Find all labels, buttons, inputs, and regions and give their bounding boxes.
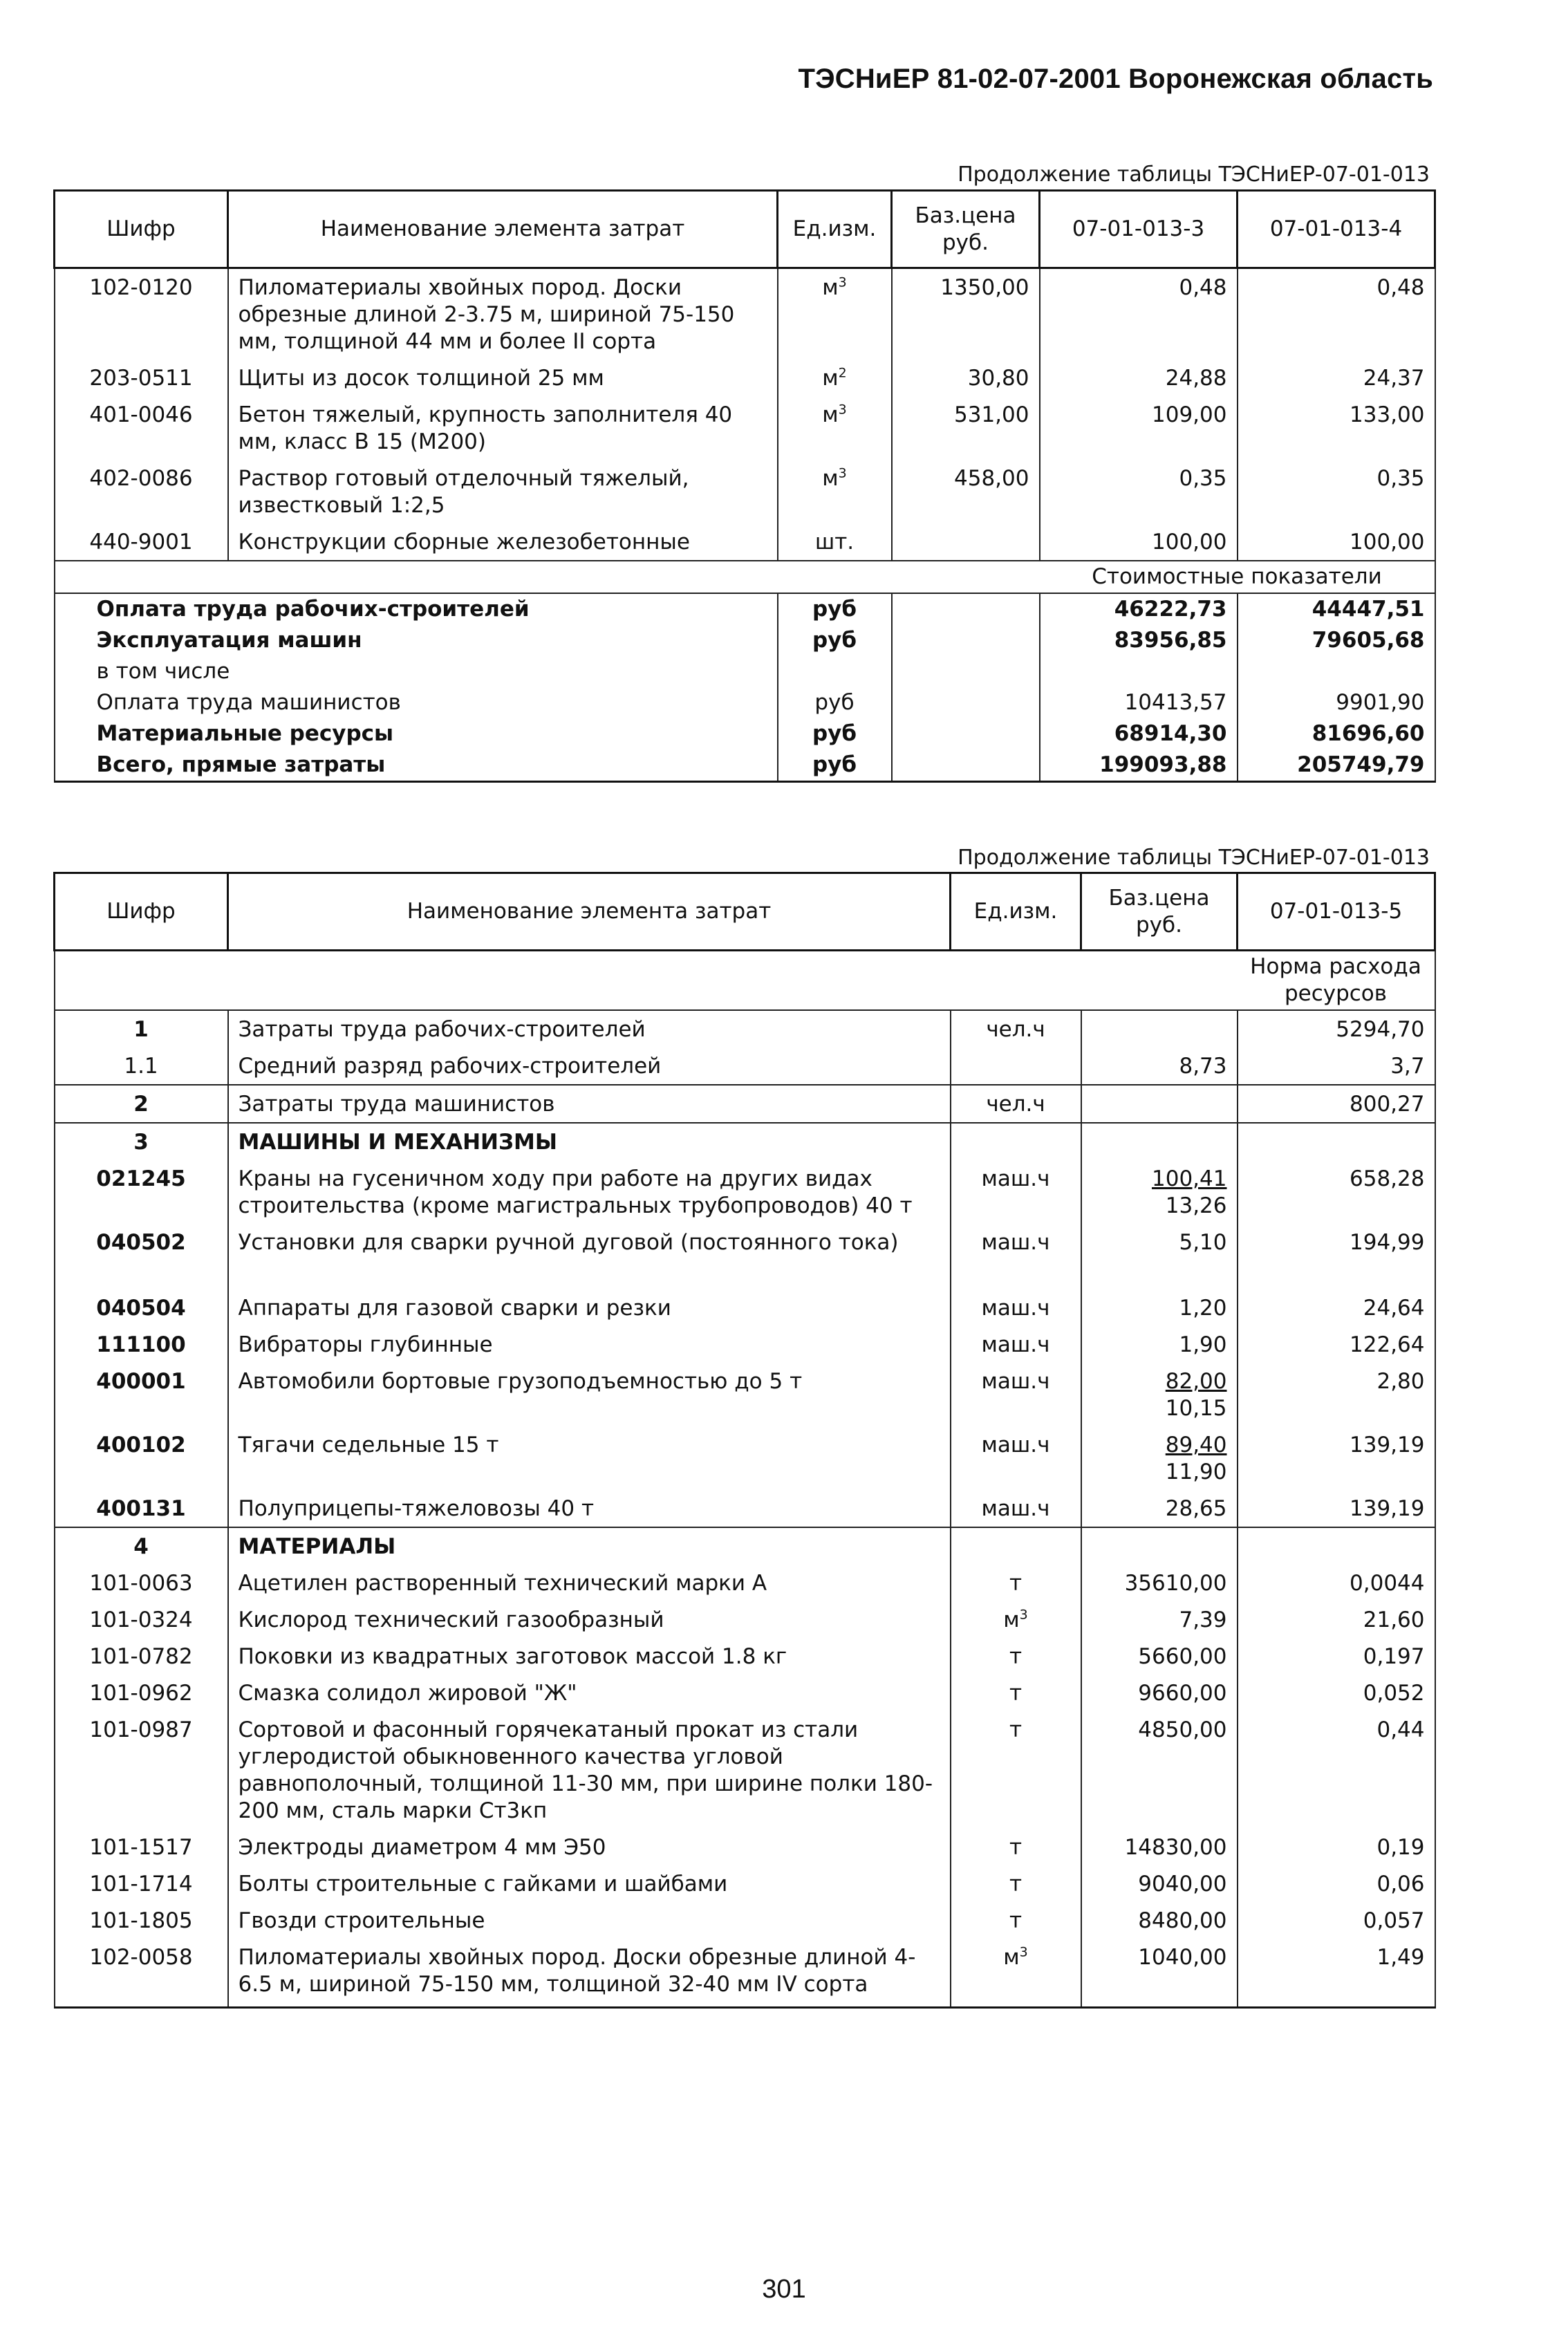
resource-code: 101-0987 — [55, 1711, 228, 1829]
norm-value-5: 2,80 — [1238, 1363, 1435, 1426]
resource-code: 440-9001 — [55, 523, 228, 561]
unit-text: т — [1009, 1872, 1023, 1897]
norm-value-3: 100,00 — [1040, 523, 1238, 561]
resource-code: 4 — [55, 1527, 228, 1565]
base-price: 5,10 — [1179, 1230, 1227, 1255]
unit-cell — [951, 1010, 1081, 1047]
cost-value-4: 205749,79 — [1238, 749, 1435, 782]
resource-name: МАТЕРИАЛЫ — [228, 1527, 951, 1565]
cost-row — [55, 718, 1435, 749]
table-row — [55, 1224, 1435, 1289]
resource-code: 101-0782 — [55, 1638, 228, 1675]
base-price: 9040,00 — [1138, 1872, 1227, 1897]
unit-superscript: 3 — [838, 274, 847, 290]
norm-value-5: 0,0044 — [1238, 1565, 1435, 1601]
norm-value-5: 122,64 — [1238, 1326, 1435, 1363]
col-header-unit: Ед.изм. — [951, 873, 1081, 951]
base-price-cell — [1081, 1326, 1238, 1363]
base-price: 9660,00 — [1138, 1681, 1227, 1706]
resource-name: Пиломатериалы хвойных пород. Доски обрезные длиной 4-6.5 м, шириной 75-150 мм, толщиной 32-40 мм IV сорта — [228, 1939, 951, 2008]
resource-code: 101-0962 — [55, 1675, 228, 1711]
resource-name: Затраты труда рабочих-строителей — [228, 1010, 951, 1047]
unit-text: м — [822, 402, 839, 427]
norm-value-3: 0,35 — [1040, 460, 1238, 523]
base-price-cell — [1081, 1565, 1238, 1601]
resource-code: 101-1517 — [55, 1829, 228, 1865]
base-price-cell — [1081, 1829, 1238, 1865]
unit-text: маш.ч — [981, 1496, 1050, 1521]
table-row — [55, 1085, 1435, 1123]
resource-name: МАШИНЫ И МЕХАНИЗМЫ — [228, 1123, 951, 1160]
resource-code: 101-0063 — [55, 1565, 228, 1601]
table-row — [55, 360, 1435, 396]
norm-value-5: 139,19 — [1238, 1490, 1435, 1527]
table-row — [55, 1601, 1435, 1638]
col-header-norm-3: 07-01-013-3 — [1040, 191, 1238, 268]
cost-blank — [892, 749, 1040, 782]
cost-value-4: 79605,68 — [1238, 625, 1435, 656]
resource-name: Полуприцепы-тяжеловозы 40 т — [228, 1490, 951, 1527]
resource-code: 1 — [55, 1010, 228, 1047]
base-price-cell — [1081, 1601, 1238, 1638]
resource-name: Краны на гусеничном ходу при работе на других видах строительства (кроме магистральных трубопроводов) 40 т — [228, 1160, 951, 1224]
cost-label: Материальные ресурсы — [55, 718, 778, 749]
unit-cell — [951, 1490, 1081, 1527]
document-header: ТЭСНиЕР 81-02-07-2001 Воронежская область — [798, 64, 1433, 94]
section-label-row — [55, 561, 1435, 593]
cost-label: Оплата труда машинистов — [55, 687, 778, 718]
unit-cell — [951, 1675, 1081, 1711]
base-price: 35610,00 — [1124, 1571, 1227, 1596]
resource-code: 3 — [55, 1123, 228, 1160]
base-price-cell — [1081, 1085, 1238, 1123]
resource-name: Кислород технический газообразный — [228, 1601, 951, 1638]
unit-cell — [778, 268, 892, 360]
base-price-cell — [1081, 1289, 1238, 1326]
unit-text: маш.ч — [981, 1369, 1050, 1394]
norm-value-5: 1,49 — [1238, 1939, 1435, 2008]
norm-value-5: 800,27 — [1238, 1085, 1435, 1123]
unit-text: т — [1009, 1571, 1023, 1596]
norm-value-5: 139,19 — [1238, 1426, 1435, 1490]
unit-cell — [951, 1160, 1081, 1224]
resource-code: 400131 — [55, 1490, 228, 1527]
unit-cell — [951, 1326, 1081, 1363]
unit-text: маш.ч — [981, 1296, 1050, 1321]
cost-blank — [892, 718, 1040, 749]
cost-value-3 — [1040, 656, 1238, 687]
col-header-unit: Ед.изм. — [778, 191, 892, 268]
cost-row — [55, 749, 1435, 782]
cost-value-3: 68914,30 — [1040, 718, 1238, 749]
resource-name: Ацетилен растворенный технический марки А — [228, 1565, 951, 1601]
cost-value-3: 10413,57 — [1040, 687, 1238, 718]
unit-text: шт. — [814, 530, 855, 555]
base-price-cell — [1081, 1010, 1238, 1047]
norm-value-5: 194,99 — [1238, 1224, 1435, 1289]
resource-name: Средний разряд рабочих-строителей — [228, 1047, 951, 1085]
norm-value-5: 5294,70 — [1238, 1010, 1435, 1047]
norm-value-5: 0,06 — [1238, 1865, 1435, 1902]
table-row — [55, 1902, 1435, 1939]
base-price-cell — [1081, 1939, 1238, 2008]
base-price: 100,41 — [1152, 1166, 1227, 1191]
resource-name: Смазка солидол жировой "Ж" — [228, 1675, 951, 1711]
unit-text: м — [822, 366, 839, 391]
resource-name: Поковки из квадратных заготовок массой 1.8 кг — [228, 1638, 951, 1675]
table-row — [55, 1123, 1435, 1160]
resource-code: 101-1714 — [55, 1865, 228, 1902]
base-price: 1040,00 — [1138, 1945, 1227, 1970]
machinist-wage: 13,26 — [1165, 1193, 1227, 1218]
base-price: 8,73 — [1179, 1054, 1227, 1079]
resource-name: Электроды диаметром 4 мм Э50 — [228, 1829, 951, 1865]
table-row — [55, 396, 1435, 460]
unit-text: м — [822, 275, 839, 300]
cost-unit — [778, 656, 892, 687]
norm-value-5 — [1238, 1123, 1435, 1160]
unit-text: м — [1003, 1608, 1020, 1632]
norm-value-4: 133,00 — [1238, 396, 1435, 460]
norm-value-4: 0,35 — [1238, 460, 1435, 523]
norm-value-5: 3,7 — [1238, 1047, 1435, 1085]
col-header-code: Шифр — [55, 191, 228, 268]
resource-name: Бетон тяжелый, крупность заполнителя 40 мм, класс В 15 (М200) — [228, 396, 778, 460]
blank-cell — [55, 951, 1238, 1011]
col-header-price: Баз.цена руб. — [892, 191, 1040, 268]
cost-value-3: 83956,85 — [1040, 625, 1238, 656]
cost-blank — [892, 625, 1040, 656]
resource-name: Автомобили бортовые грузоподъемностью до 5 т — [228, 1363, 951, 1426]
blank-cell — [55, 561, 1040, 593]
unit-cell — [951, 1638, 1081, 1675]
base-price: 14830,00 — [1124, 1835, 1227, 1860]
unit-text: т — [1009, 1717, 1023, 1742]
unit-cell — [951, 1865, 1081, 1902]
unit-cell — [951, 1527, 1081, 1565]
cost-label: Эксплуатация машин — [55, 625, 778, 656]
unit-text: т — [1009, 1908, 1023, 1933]
resource-name: Затраты труда машинистов — [228, 1085, 951, 1123]
machinist-wage: 10,15 — [1165, 1396, 1227, 1421]
unit-text: м — [1003, 1945, 1020, 1970]
unit-superscript: 3 — [1019, 1607, 1028, 1623]
page-number: 301 — [762, 2275, 806, 2304]
norm-value-5: 0,19 — [1238, 1829, 1435, 1865]
cost-value-4: 81696,60 — [1238, 718, 1435, 749]
section-label-row — [55, 951, 1435, 1011]
unit-cell — [951, 1939, 1081, 2008]
base-price: 4850,00 — [1138, 1717, 1227, 1742]
base-price: 1350,00 — [892, 268, 1040, 360]
norm-value-5: 658,28 — [1238, 1160, 1435, 1224]
unit-cell — [951, 1426, 1081, 1490]
cost-row — [55, 593, 1435, 625]
base-price-cell — [1081, 1711, 1238, 1829]
resource-name: Раствор готовый отделочный тяжелый, известковый 1:2,5 — [228, 460, 778, 523]
base-price: 5660,00 — [1138, 1644, 1227, 1669]
table1-caption: Продолжение таблицы ТЭСНиЕР-07-01-013 — [958, 162, 1430, 187]
col-header-name: Наименование элемента затрат — [228, 191, 778, 268]
section-label: Стоимостные показатели — [1040, 561, 1435, 593]
base-price-cell — [1081, 1490, 1238, 1527]
norm-value-5: 0,44 — [1238, 1711, 1435, 1829]
resource-code: 2 — [55, 1085, 228, 1123]
unit-cell — [951, 1123, 1081, 1160]
norm-value-5: 0,057 — [1238, 1902, 1435, 1939]
unit-cell — [951, 1565, 1081, 1601]
col-header-name: Наименование элемента затрат — [228, 873, 951, 951]
unit-cell — [778, 360, 892, 396]
table2-body — [55, 951, 1435, 2008]
norm-value-5 — [1238, 1527, 1435, 1565]
unit-superscript: 2 — [838, 365, 847, 381]
resource-code: 402-0086 — [55, 460, 228, 523]
resource-name: Конструкции сборные железобетонные — [228, 523, 778, 561]
table-row — [55, 268, 1435, 360]
table-row — [55, 1160, 1435, 1224]
table-row — [55, 460, 1435, 523]
unit-cell — [951, 1085, 1081, 1123]
unit-text: м — [822, 466, 839, 491]
unit-text: т — [1009, 1681, 1023, 1706]
table-row — [55, 1939, 1435, 2008]
table-row — [55, 1865, 1435, 1902]
base-price: 89,40 — [1165, 1433, 1227, 1457]
resource-code: 021245 — [55, 1160, 228, 1224]
unit-cell — [951, 1711, 1081, 1829]
resource-code: 040504 — [55, 1289, 228, 1326]
resource-name: Сортовой и фасонный горячекатаный прокат из стали углеродистой обыкновенного качества угловой равнополочный, толщиной 11-30 мм, при ширине полки 180-200 мм, сталь марки Ст3кп — [228, 1711, 951, 1829]
table-row — [55, 1490, 1435, 1527]
base-price: 458,00 — [892, 460, 1040, 523]
machinist-wage: 11,90 — [1165, 1460, 1227, 1484]
resource-name: Болты строительные с гайками и шайбами — [228, 1865, 951, 1902]
cost-unit: руб — [778, 749, 892, 782]
unit-text: чел.ч — [986, 1017, 1045, 1042]
table-row — [55, 1010, 1435, 1047]
base-price-cell — [1081, 1224, 1238, 1289]
table-row — [55, 1711, 1435, 1829]
base-price-cell — [1081, 1426, 1238, 1490]
table-row — [55, 1326, 1435, 1363]
norm-value-4: 24,37 — [1238, 360, 1435, 396]
norm-value-3: 109,00 — [1040, 396, 1238, 460]
unit-text: маш.ч — [981, 1166, 1050, 1191]
table-row — [55, 1638, 1435, 1675]
table1 — [53, 189, 1436, 783]
table2 — [53, 872, 1436, 2009]
resource-code: 102-0120 — [55, 268, 228, 360]
cost-value-3: 46222,73 — [1040, 593, 1238, 625]
resource-name: Вибраторы глубинные — [228, 1326, 951, 1363]
resource-code: 401-0046 — [55, 396, 228, 460]
section-label: Норма расхода ресурсов — [1238, 951, 1435, 1011]
table2-header-row — [55, 873, 1435, 951]
base-price: 531,00 — [892, 396, 1040, 460]
unit-cell — [951, 1224, 1081, 1289]
unit-cell — [951, 1829, 1081, 1865]
base-price-cell — [1081, 1675, 1238, 1711]
unit-cell — [951, 1601, 1081, 1638]
resource-code: 400102 — [55, 1426, 228, 1490]
unit-cell — [951, 1047, 1081, 1085]
norm-value-3: 0,48 — [1040, 268, 1238, 360]
base-price: 8480,00 — [1138, 1908, 1227, 1933]
cost-row — [55, 625, 1435, 656]
norm-value-5: 0,052 — [1238, 1675, 1435, 1711]
unit-text: маш.ч — [981, 1433, 1050, 1457]
resource-code: 101-1805 — [55, 1902, 228, 1939]
col-header-price: Баз.цена руб. — [1081, 873, 1238, 951]
unit-text: маш.ч — [981, 1332, 1050, 1357]
table-row — [55, 1289, 1435, 1326]
base-price-cell — [1081, 1865, 1238, 1902]
norm-value-5: 0,197 — [1238, 1638, 1435, 1675]
unit-superscript: 3 — [838, 465, 847, 481]
base-price-cell — [1081, 1160, 1238, 1224]
table2-caption: Продолжение таблицы ТЭСНиЕР-07-01-013 — [958, 846, 1430, 870]
unit-superscript: 3 — [838, 402, 847, 418]
cost-unit: руб — [778, 625, 892, 656]
cost-value-3: 199093,88 — [1040, 749, 1238, 782]
resource-code: 203-0511 — [55, 360, 228, 396]
base-price-cell — [1081, 1638, 1238, 1675]
resource-code: 111100 — [55, 1326, 228, 1363]
unit-cell — [778, 523, 892, 561]
unit-cell — [951, 1363, 1081, 1426]
unit-cell — [951, 1289, 1081, 1326]
cost-row — [55, 656, 1435, 687]
cost-label: Оплата труда рабочих-строителей — [55, 593, 778, 625]
base-price: 30,80 — [892, 360, 1040, 396]
table-row — [55, 523, 1435, 561]
col-header-norm-4: 07-01-013-4 — [1238, 191, 1435, 268]
cost-label: в том числе — [55, 656, 778, 687]
base-price-cell — [1081, 1527, 1238, 1565]
unit-text: т — [1009, 1835, 1023, 1860]
norm-value-5: 21,60 — [1238, 1601, 1435, 1638]
col-header-code: Шифр — [55, 873, 228, 951]
unit-text: чел.ч — [986, 1092, 1045, 1117]
base-price: 82,00 — [1165, 1369, 1227, 1394]
norm-value-4: 0,48 — [1238, 268, 1435, 360]
cost-unit: руб — [778, 593, 892, 625]
cost-value-4: 9901,90 — [1238, 687, 1435, 718]
table-row — [55, 1565, 1435, 1601]
base-price-cell — [1081, 1902, 1238, 1939]
resource-code: 102-0058 — [55, 1939, 228, 2008]
unit-superscript: 3 — [1019, 1944, 1028, 1960]
unit-cell — [778, 396, 892, 460]
table-row — [55, 1047, 1435, 1085]
resource-name: Пиломатериалы хвойных пород. Доски обрезные длиной 2-3.75 м, шириной 75-150 мм, толщиной 44 мм и более II сорта — [228, 268, 778, 360]
resource-code: 400001 — [55, 1363, 228, 1426]
base-price — [892, 523, 1040, 561]
base-price-cell — [1081, 1123, 1238, 1160]
table-row — [55, 1829, 1435, 1865]
unit-text: т — [1009, 1644, 1023, 1669]
table-row — [55, 1675, 1435, 1711]
cost-unit: руб — [778, 687, 892, 718]
resource-code: 040502 — [55, 1224, 228, 1289]
unit-text: маш.ч — [981, 1230, 1050, 1255]
cost-value-4 — [1238, 656, 1435, 687]
unit-cell — [951, 1902, 1081, 1939]
cost-blank — [892, 687, 1040, 718]
cost-blank — [892, 656, 1040, 687]
base-price-cell — [1081, 1363, 1238, 1426]
cost-blank — [892, 593, 1040, 625]
table1-body — [55, 268, 1435, 782]
base-price: 7,39 — [1179, 1608, 1227, 1632]
col-header-norm-5: 07-01-013-5 — [1238, 873, 1435, 951]
cost-value-4: 44447,51 — [1238, 593, 1435, 625]
norm-value-5: 24,64 — [1238, 1289, 1435, 1326]
base-price: 1,90 — [1179, 1332, 1227, 1357]
resource-name: Установки для сварки ручной дуговой (постоянного тока) — [228, 1224, 951, 1289]
base-price: 28,65 — [1165, 1496, 1227, 1521]
table-row — [55, 1527, 1435, 1565]
norm-value-3: 24,88 — [1040, 360, 1238, 396]
cost-label: Всего, прямые затраты — [55, 749, 778, 782]
resource-name: Аппараты для газовой сварки и резки — [228, 1289, 951, 1326]
resource-code: 1.1 — [55, 1047, 228, 1085]
resource-name: Тягачи седельные 15 т — [228, 1426, 951, 1490]
unit-cell — [778, 460, 892, 523]
base-price: 1,20 — [1179, 1296, 1227, 1321]
base-price-cell — [1081, 1047, 1238, 1085]
cost-unit: руб — [778, 718, 892, 749]
resource-code: 101-0324 — [55, 1601, 228, 1638]
table-row — [55, 1363, 1435, 1426]
table-row — [55, 1426, 1435, 1490]
cost-row — [55, 687, 1435, 718]
table1-header-row — [55, 191, 1435, 268]
norm-value-4: 100,00 — [1238, 523, 1435, 561]
resource-name: Щиты из досок толщиной 25 мм — [228, 360, 778, 396]
resource-name: Гвозди строительные — [228, 1902, 951, 1939]
